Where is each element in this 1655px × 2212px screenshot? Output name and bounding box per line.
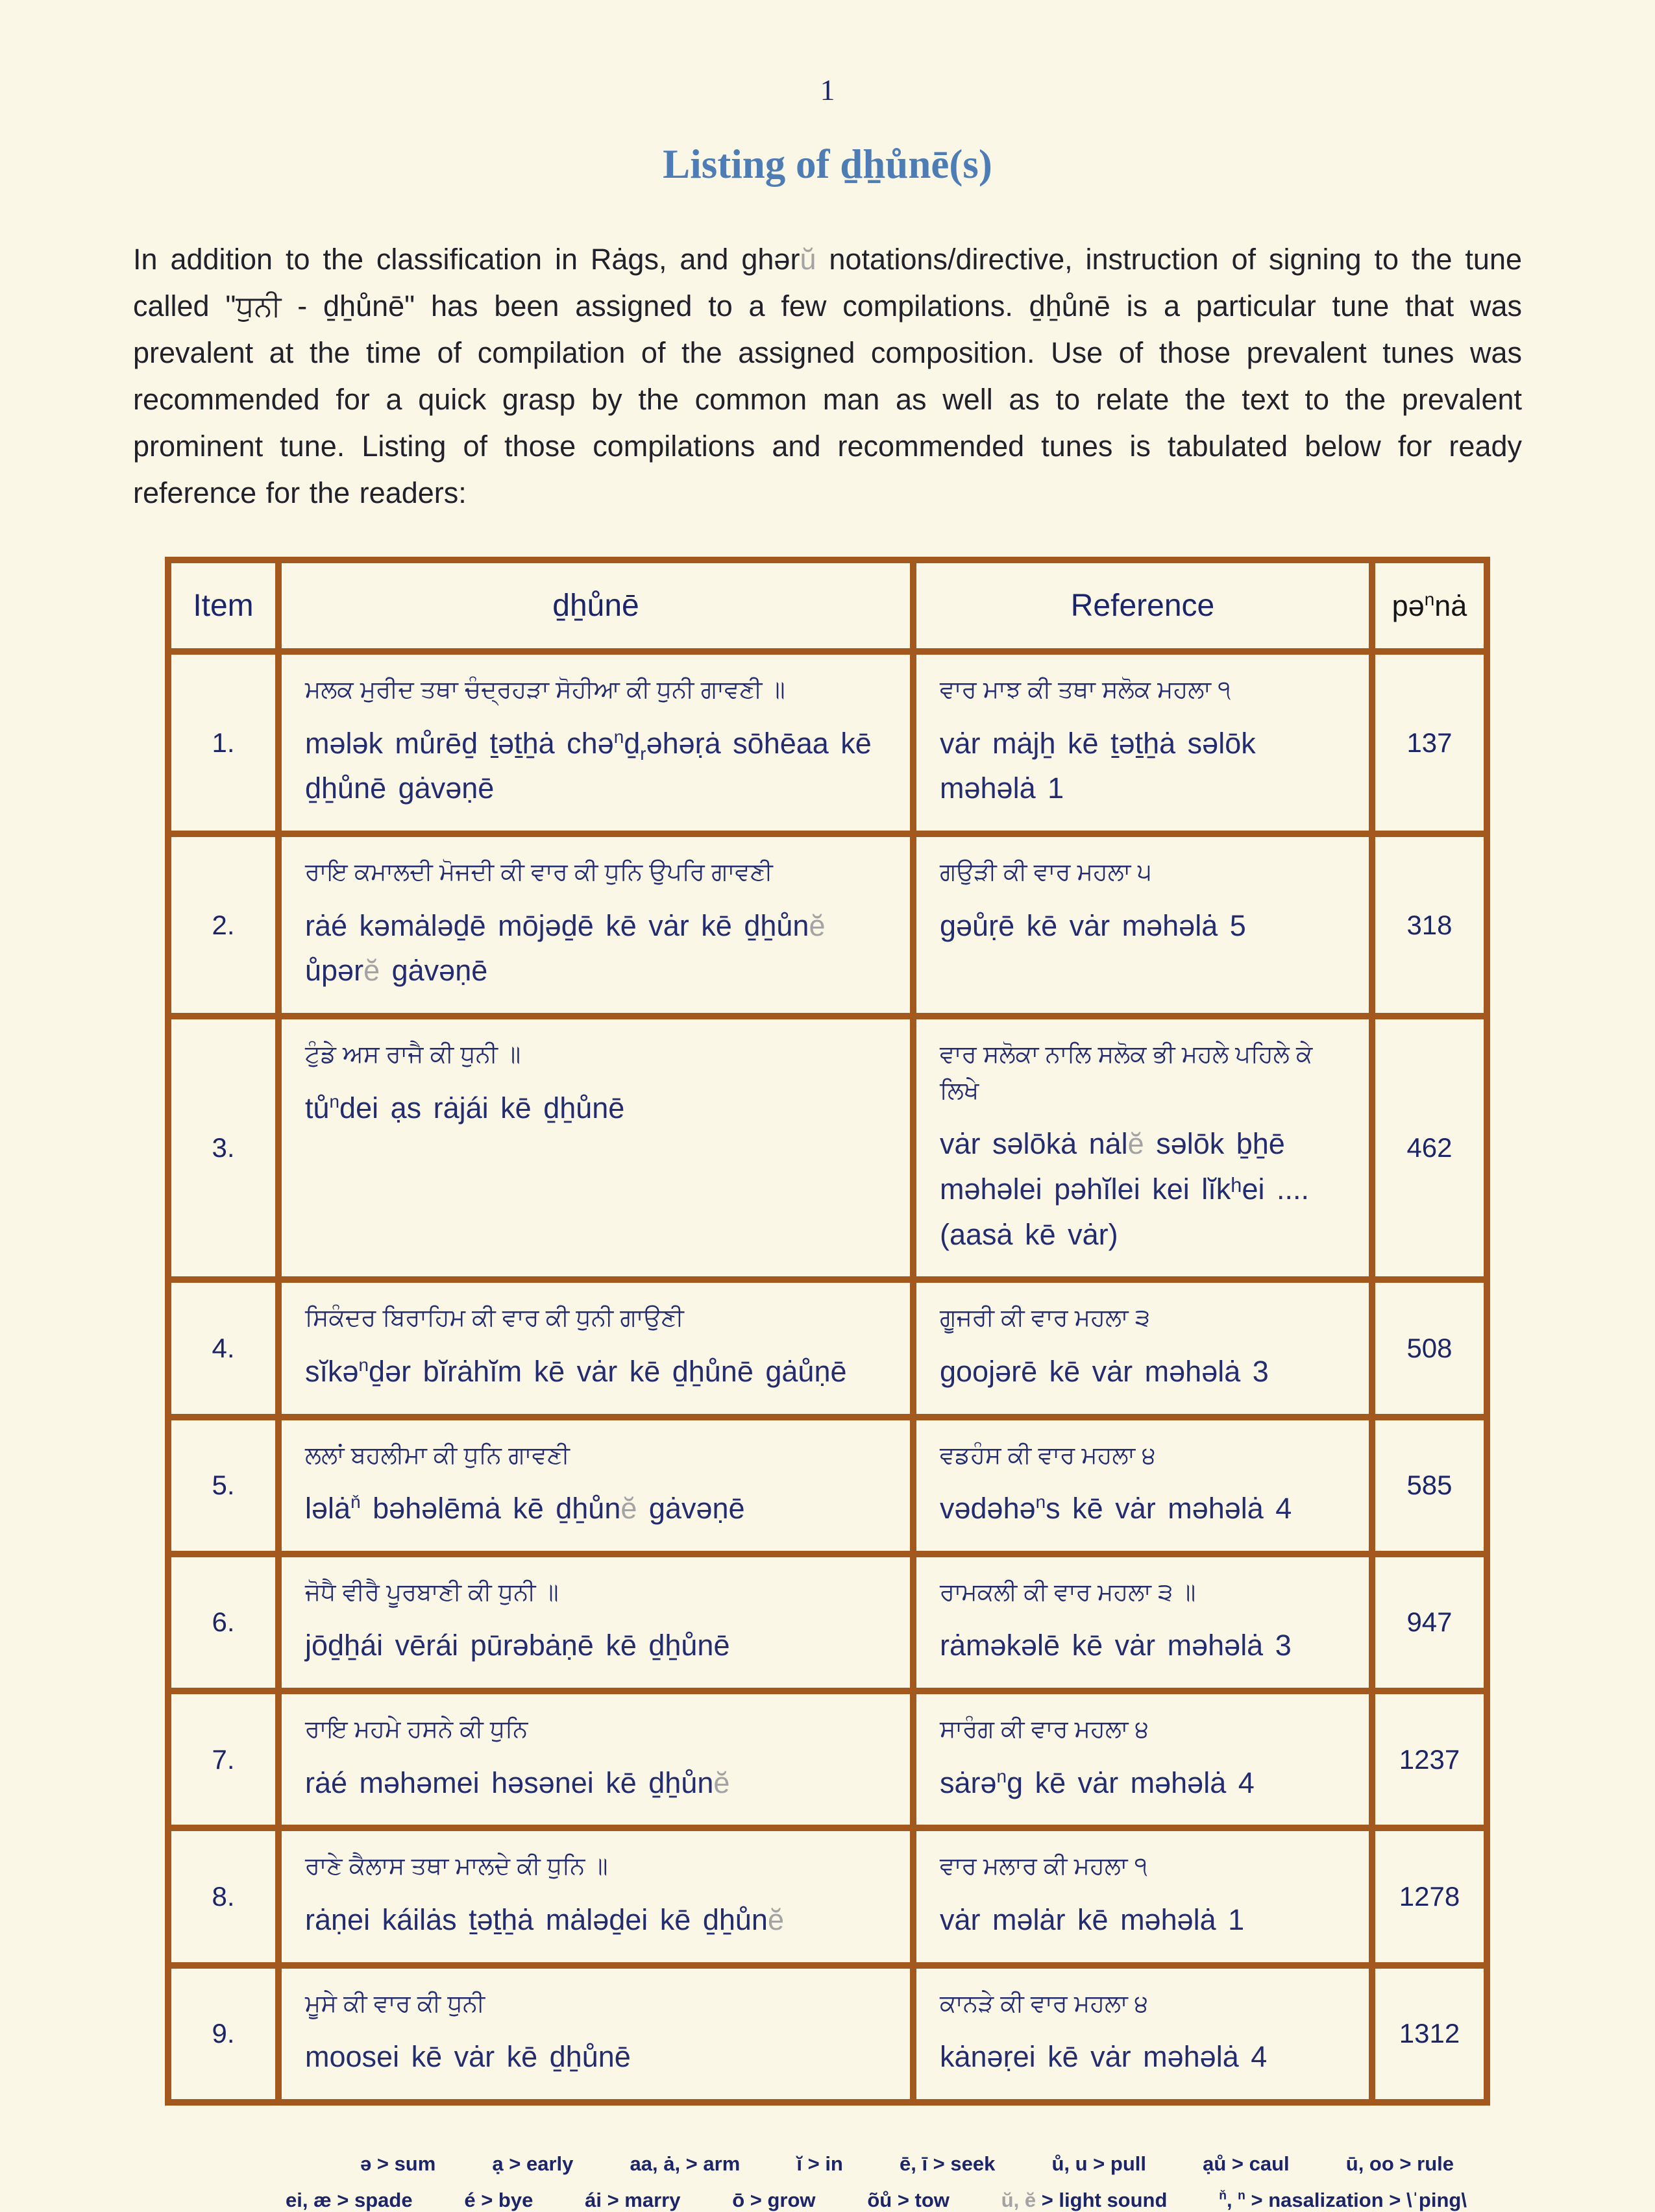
dhune-table <box>165 557 1490 2106</box>
guide-item: ō > grow <box>732 2188 816 2211</box>
panna-number: 137 <box>1372 651 1487 834</box>
guide-item: ē, ī > seek <box>899 2152 996 2175</box>
guide-item: ů, u > pull <box>1051 2152 1146 2175</box>
table-row <box>168 1554 1487 1691</box>
reference-cell <box>913 1554 1372 1691</box>
guide-item: aa, ȧ, > arm <box>630 2152 741 2175</box>
header-dhune: ḏẖůnē <box>278 560 913 651</box>
pronunciation-guide-line2 <box>286 2189 1467 2212</box>
panna-number: 508 <box>1372 1280 1487 1416</box>
dhune-gurmukhi-text: ਰਾਣੇ ਕੈਲਾਸ ਤਥਾ ਮਾਲਦੇ ਕੀ ਧੁਨਿ ॥ <box>305 1853 608 1880</box>
dhune-roman-text: mələk můrēḏ ṯəṯẖȧ chə$^n$ḏ$_r$əhəṛȧ sōhēaa kē ḏẖůnē gȧvəṇē <box>305 726 872 805</box>
table-row <box>168 1691 1487 1828</box>
dhune-roman-text: ləlȧ$^ň$ bəhəlēmȧ kē ḏẖůnĕ gȧvəṇē <box>305 1492 745 1525</box>
guide-item: ạů > caul <box>1203 2152 1290 2175</box>
reference-gurmukhi-text: ਗਉੜੀ ਕੀ ਵਾਰ ਮਹਲਾ ੫ <box>940 858 1152 885</box>
item-number: 8. <box>168 1828 278 1965</box>
table-row <box>168 1417 1487 1554</box>
dhune-gurmukhi-text: ਰਾਇ ਕਮਾਲਦੀ ਮੋਜਦੀ ਕੀ ਵਾਰ ਕੀ ਧੁਨਿ ਉਪਰਿ ਗਾਵਣੀ <box>305 858 773 885</box>
dhune-roman-text: jōḏẖái vērái pūrəbȧṇē kē ḏẖůnē <box>305 1629 730 1662</box>
reference-cell <box>913 1965 1372 2102</box>
item-number: 4. <box>168 1280 278 1416</box>
reference-roman-text: goojərē kē vȧr məhəlȧ 3 <box>940 1354 1269 1388</box>
panna-number: 1312 <box>1372 1965 1487 2102</box>
page-title: Listing of ḏẖůnē(s) <box>663 141 992 187</box>
dhune-cell <box>278 834 913 1016</box>
reference-gurmukhi-text: ਵਾਰ ਮਾਝ ਕੀ ਤਥਾ ਸਲੋਕ ਮਹਲਾ ੧ <box>940 676 1231 703</box>
panna-number: 585 <box>1372 1417 1487 1554</box>
dhune-cell <box>278 651 913 834</box>
guide-item: ạ > early <box>492 2152 574 2175</box>
item-number: 1. <box>168 651 278 834</box>
reference-cell <box>913 1280 1372 1416</box>
panna-number: 1237 <box>1372 1691 1487 1828</box>
reference-cell <box>913 1417 1372 1554</box>
panna-number: 947 <box>1372 1554 1487 1691</box>
item-number: 5. <box>168 1417 278 1554</box>
table-row <box>168 651 1487 834</box>
reference-cell <box>913 651 1372 834</box>
reference-roman-text: vədəhə$^n$s kē vȧr məhəlȧ 4 <box>940 1492 1292 1525</box>
dhune-roman-text: sĭkə$^n$ḏər bĭrȧhĭm kē vȧr kē ḏẖůnē gȧůṇē <box>305 1354 847 1388</box>
panna-number: 1278 <box>1372 1828 1487 1965</box>
dhune-cell <box>278 1016 913 1280</box>
guide-item: é > bye <box>464 2188 533 2211</box>
dhune-gurmukhi-text: ਮਲਕ ਮੁਰੀਦ ਤਥਾ ਚੰਦ੍ਰਹੜਾ ਸੋਹੀਆ ਕੀ ਧੁਨੀ ਗਾਵਣੀ ॥ <box>305 676 785 703</box>
dhune-gurmukhi-text: ਲਲਾਂ ਬਹਲੀਮਾ ਕੀ ਧੁਨਿ ਗਾਵਣੀ <box>305 1441 570 1468</box>
reference-roman-text: vȧr mȧjẖ kē ṯəṯẖȧ səlōk məhəlȧ 1 <box>940 726 1256 805</box>
panna-number: 462 <box>1372 1016 1487 1280</box>
guide-item: õů > tow <box>867 2188 950 2211</box>
table-row <box>168 834 1487 1016</box>
reference-roman-text: gəůṛē kē vȧr məhəlȧ 5 <box>940 908 1246 942</box>
reference-roman-text: vȧr məlȧr kē məhəlȧ 1 <box>940 1902 1245 1936</box>
header-panna: pə$^n$nȧ <box>1372 560 1487 651</box>
pronunciation-guide <box>0 2152 1655 2212</box>
table-header-row <box>168 560 1487 651</box>
item-number: 9. <box>168 1965 278 2102</box>
reference-cell <box>913 1828 1372 1965</box>
dhune-gurmukhi-text: ਜੋਧੈ ਵੀਰੈ ਪੂਰਬਾਣੀ ਕੀ ਧੁਨੀ ॥ <box>305 1578 559 1605</box>
item-number: 2. <box>168 834 278 1016</box>
dhune-cell <box>278 1965 913 2102</box>
guide-item: ái > marry <box>585 2188 681 2211</box>
guide-item: $^ň$, $^n$ > nasalization > \ˈping\ <box>1219 2188 1467 2211</box>
dhune-cell <box>278 1828 913 1965</box>
dhune-cell <box>278 1280 913 1416</box>
dhune-cell <box>278 1417 913 1554</box>
dhune-roman-text: rȧṇei káilȧs ṯəṯẖȧ mȧləḏei kē ḏẖůnĕ <box>305 1902 784 1936</box>
reference-gurmukhi-text: ਗੂਜਰੀ ਕੀ ਵਾਰ ਮਹਲਾ ੩ <box>940 1304 1150 1331</box>
guide-item: ŭ, ĕ > light sound <box>1001 2188 1168 2211</box>
intro-paragraph: In addition to the classification in Rȧgs, and ghərŭ notations/directive, instruction of signing to the tune called "ਧੁਨੀ - ḏẖůnē" has been assigned to a few compilations. ḏẖůnē is a particular tune that was prevalent at the time of compilation of the assigned composition. Use of those prevalent tunes was recommended for a quick grasp by the common man as well as to relate the text to the prevalent prominent tune. Listing of those compilations and recommended tunes is tabulated below for ready reference for the readers: <box>133 243 1523 509</box>
dhune-cell <box>278 1691 913 1828</box>
reference-gurmukhi-text: ਰਾਮਕਲੀ ਕੀ ਵਾਰ ਮਹਲਾ ੩ ॥ <box>940 1578 1196 1605</box>
dhune-cell <box>278 1554 913 1691</box>
reference-cell <box>913 1016 1372 1280</box>
header-reference: Reference <box>913 560 1372 651</box>
guide-item: ə > sum <box>360 2152 436 2175</box>
reference-roman-text: kȧnəṛei kē vȧr məhəlȧ 4 <box>940 2040 1268 2073</box>
reference-gurmukhi-text: ਕਾਨੜੇ ਕੀ ਵਾਰ ਮਹਲਾ ੪ <box>940 1989 1149 2017</box>
dhune-roman-text: rȧé kəmȧləḏē mōjəḏē kē vȧr kē ḏẖůnĕ ůpərĕ gȧvəṇē <box>305 908 826 988</box>
reference-roman-text: rȧməkəlē kē vȧr məhəlȧ 3 <box>940 1629 1292 1662</box>
reference-roman-text: vȧr səlōkȧ nȧlĕ səlōk ḇẖē məhəlei pəhĭlei kei lĭkʰei ....(aasȧ kē vȧr) <box>940 1127 1310 1251</box>
reference-gurmukhi-text: ਸਾਰੰਗ ਕੀ ਵਾਰ ਮਹਲਾ ੪ <box>940 1716 1149 1742</box>
panna-number: 318 <box>1372 834 1487 1016</box>
table-row <box>168 1016 1487 1280</box>
dhune-gurmukhi-text: ਰਾਇ ਮਹਮੇ ਹਸਨੇ ਕੀ ਧੁਨਿ <box>305 1716 528 1742</box>
item-number: 3. <box>168 1016 278 1280</box>
reference-gurmukhi-text: ਵਡਹੰਸ ਕੀ ਵਾਰ ਮਹਲਾ ੪ <box>940 1441 1156 1468</box>
dhune-gurmukhi-text: ਮੂਸੇ ਕੀ ਵਾਰ ਕੀ ਧੁਨੀ <box>305 1989 485 2017</box>
guide-item: ū, oo > rule <box>1345 2152 1454 2175</box>
dhune-gurmukhi-text: ਟੁੰਡੇ ਅਸ ਰਾਜੈ ਕੀ ਧੁਨੀ ॥ <box>305 1041 521 1067</box>
dhune-roman-text: $tů^ndei$ ạs rȧjái kē ḏẖůnē <box>305 1091 625 1124</box>
reference-gurmukhi-text: ਵਾਰ ਸਲੋਕਾ ਨਾਲਿ ਸਲੋਕ ਭੀ ਮਹਲੇ ਪਹਿਲੇ ਕੇ ਲਿਖੇ <box>940 1041 1313 1104</box>
pronunciation-guide-line1 <box>360 2152 1454 2176</box>
guide-item: ĭ > in <box>796 2152 843 2175</box>
dhune-gurmukhi-text: ਸਿਕੰਦਰ ਬਿਰਾਹਿਮ ਕੀ ਵਾਰ ਕੀ ਧੁਨੀ ਗਾਉਣੀ <box>305 1304 684 1331</box>
reference-roman-text: sȧrə$^n$g kē vȧr məhəlȧ 4 <box>940 1766 1255 1799</box>
guide-item: ei, æ > spade <box>286 2188 413 2211</box>
table-row <box>168 1280 1487 1416</box>
reference-cell <box>913 1691 1372 1828</box>
reference-gurmukhi-text: ਵਾਰ ਮਲਾਰ ਕੀ ਮਹਲਾ ੧ <box>940 1853 1147 1880</box>
table-row <box>168 1965 1487 2102</box>
table-row <box>168 1828 1487 1965</box>
dhune-roman-text: moosei kē vȧr kē ḏẖůnē <box>305 2040 631 2073</box>
page-number: 1 <box>820 73 835 106</box>
dhune-roman-text: rȧé məhəmei həsənei kē ḏẖůnĕ <box>305 1766 730 1799</box>
item-number: 6. <box>168 1554 278 1691</box>
header-item: Item <box>168 560 278 651</box>
item-number: 7. <box>168 1691 278 1828</box>
reference-cell <box>913 834 1372 1016</box>
